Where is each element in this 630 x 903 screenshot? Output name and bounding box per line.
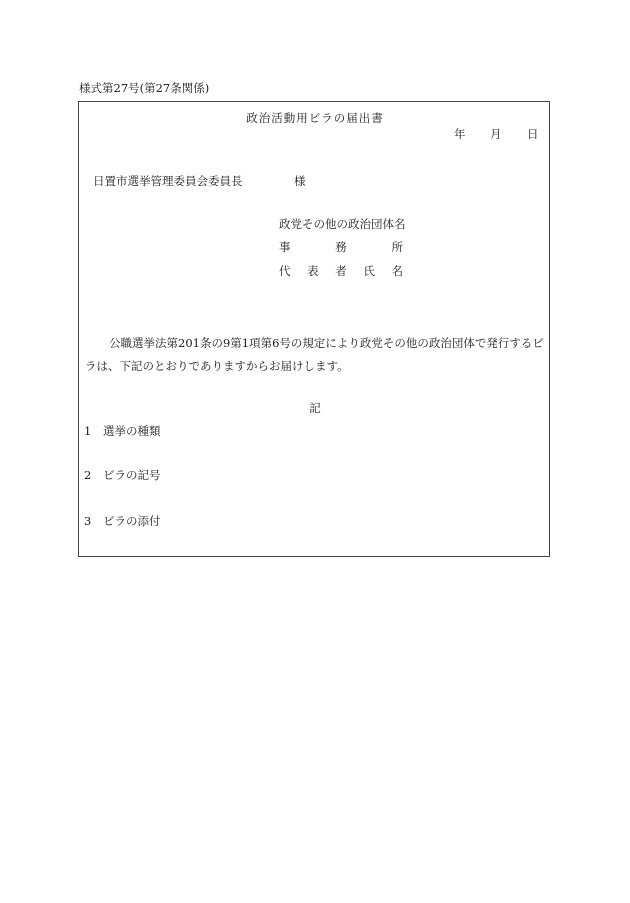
date-day-label: 日 xyxy=(527,127,539,141)
form-number: 様式第27号(第27条関係) xyxy=(79,81,210,95)
date-year-label: 年 xyxy=(454,127,466,141)
item-number: 1 xyxy=(84,424,92,438)
item-label-flyer-attachment: ビラの添付 xyxy=(103,514,161,528)
representative-label-char: 代 xyxy=(279,264,291,278)
representative-label-char: 名 xyxy=(391,264,403,278)
addressee: 日置市選挙管理委員会委員長 xyxy=(93,174,243,188)
body-line-2: ラは、下記のとおりでありますからお届けします。 xyxy=(85,359,349,373)
item-number: 2 xyxy=(84,468,92,482)
office-label xyxy=(279,240,403,254)
office-label-char: 所 xyxy=(391,240,403,254)
office-label-char: 事 xyxy=(279,240,291,254)
item-number: 3 xyxy=(84,514,92,528)
item-label-election-type: 選挙の種類 xyxy=(103,424,161,438)
representative-label-char: 者 xyxy=(335,264,347,278)
form-frame xyxy=(78,101,550,557)
body-line-1: 公職選挙法第201条の9第1項第6号の規定により政党その他の政治団体で発行するビ xyxy=(109,336,544,350)
body-paragraph xyxy=(85,332,549,378)
item-label-flyer-symbol: ビラの記号 xyxy=(103,468,161,482)
date-month-label: 月 xyxy=(490,127,502,141)
representative-label-char: 表 xyxy=(307,264,319,278)
honorific: 様 xyxy=(294,174,306,188)
office-label-char: 務 xyxy=(335,240,347,254)
ki-heading: 記 xyxy=(309,401,321,415)
org-name-label: 政党その他の政治団体名 xyxy=(279,217,406,231)
representative-label xyxy=(279,264,403,278)
document-title: 政治活動用ビラの届出書 xyxy=(246,111,384,125)
representative-label-char: 氏 xyxy=(363,264,375,278)
